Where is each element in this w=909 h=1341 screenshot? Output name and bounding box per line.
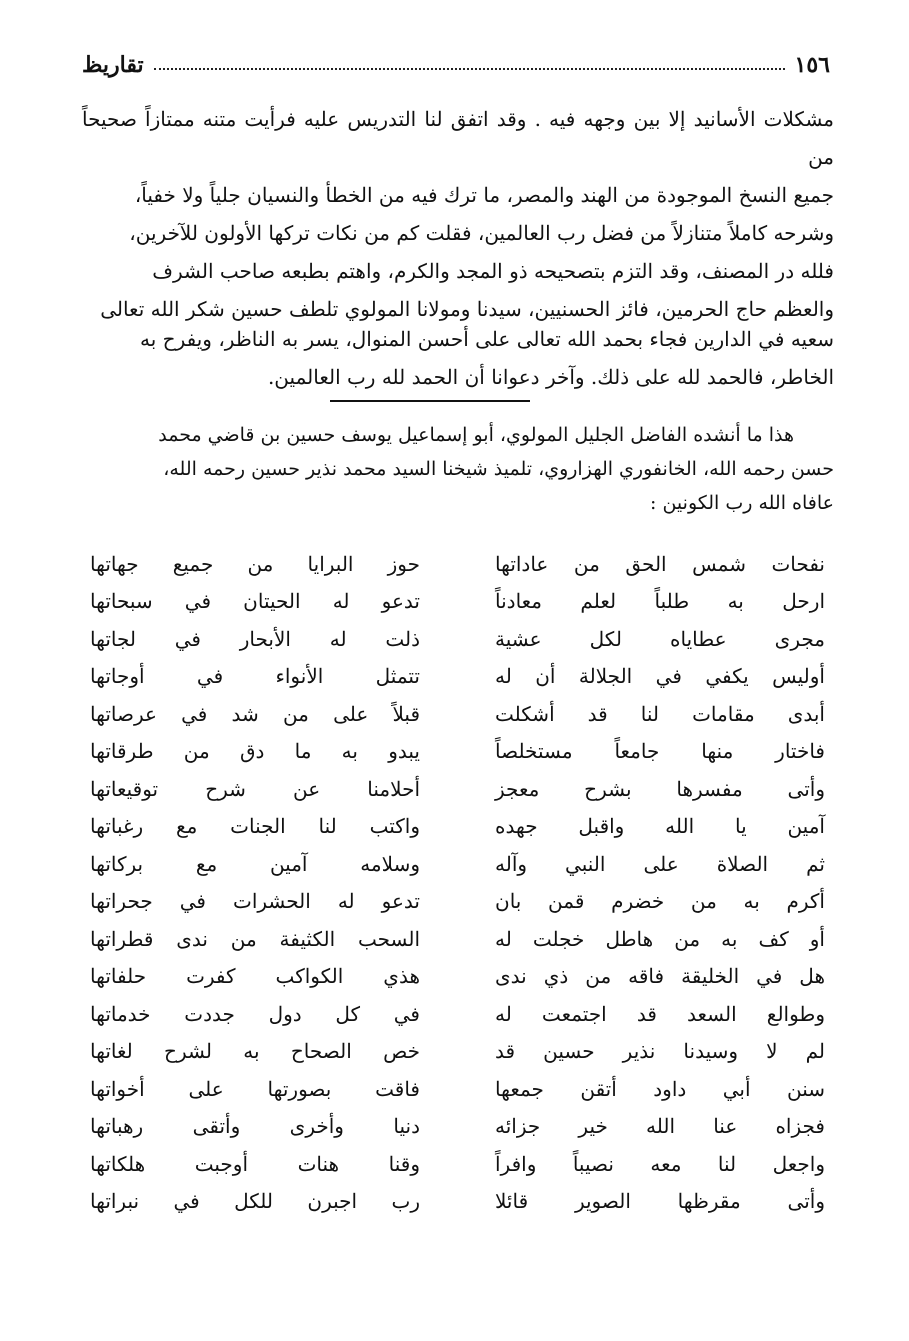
first-hemistich: أكرم به من خضرم قمن بان bbox=[495, 889, 825, 914]
second-hemistich: أحلامنا عن شرح توقيعاتها bbox=[90, 776, 420, 801]
second-hemistich: رب اجبرن للكل في نبراتها bbox=[90, 1189, 420, 1214]
second-hemistich: يبدو به ما دق من طرقاتها bbox=[90, 739, 420, 764]
page-number: ١٥٦ bbox=[794, 52, 830, 78]
first-hemistich: آمين يا الله واقبل جهده bbox=[495, 814, 825, 839]
first-hemistich: أو كف به من هاطل خجلت له bbox=[495, 926, 825, 951]
second-hemistich: السحب الكثيفة من ندى قطراتها bbox=[90, 926, 420, 951]
poem-verse bbox=[90, 958, 825, 996]
first-hemistich: لم لا وسيدنا نذير حسين قد bbox=[495, 1039, 825, 1064]
paragraph-line: سعيه في الدارين فجاء بحمد الله تعالى على أحسن المنوال، يسر به الناظر، ويفرح به bbox=[140, 327, 834, 351]
poem-introduction bbox=[82, 418, 834, 520]
first-hemistich: ثم الصلاة على النبي وآله bbox=[495, 851, 825, 876]
poem-verse bbox=[90, 808, 825, 846]
second-hemistich: ذلت له الأبحار في لجاتها bbox=[90, 626, 420, 651]
section-divider bbox=[330, 400, 530, 402]
second-hemistich: واكتب لنا الجنات مع رغباتها bbox=[90, 814, 420, 839]
first-hemistich: سنن أبي داود أتقن جمعها bbox=[495, 1076, 825, 1101]
intro-line: حسن رحمه الله، الخانفوري الهزاروي، تلميذ شيخنا السيد محمد نذير حسين رحمه الله، bbox=[163, 458, 834, 480]
second-hemistich: تدعو له الحشرات في جحراتها bbox=[90, 889, 420, 914]
poem-verse bbox=[90, 583, 825, 621]
first-hemistich: أبدى مقامات لنا قد أشكلت bbox=[495, 701, 825, 726]
first-hemistich: وأتى مفسرها بشرح معجز bbox=[495, 776, 825, 801]
poem-verse bbox=[90, 1145, 825, 1183]
second-hemistich: وسلامه آمين مع بركاتها bbox=[90, 851, 420, 876]
paragraph-line: مشكلات الأسانيد إلا بين وجهه فيه . وقد اتفق لنا التدريس عليه فرأيت متنه ممتازاً صحيحاً من bbox=[82, 107, 834, 169]
second-hemistich: تدعو له الحيتان في سبحاتها bbox=[90, 589, 420, 614]
first-hemistich: وطوالع السعد قد اجتمعت له bbox=[495, 1001, 825, 1026]
paragraph-2 bbox=[82, 320, 834, 396]
second-hemistich: حوز البرايا من جميع جهاتها bbox=[90, 551, 420, 576]
poem-verse bbox=[90, 1033, 825, 1071]
poem-verse bbox=[90, 770, 825, 808]
second-hemistich: دنيا وأخرى وأتقى رهباتها bbox=[90, 1114, 420, 1139]
poem-verse bbox=[90, 620, 825, 658]
poem-verse bbox=[90, 695, 825, 733]
poem-verse bbox=[90, 995, 825, 1033]
header-dot-leader bbox=[154, 68, 785, 70]
paragraph-line: الخاطر، فالحمد لله على ذلك. وآخر دعوانا أن الحمد لله رب العالمين. bbox=[267, 365, 834, 389]
first-hemistich: أوليس يكفي في الجلالة أن له bbox=[495, 664, 825, 689]
poem-verse bbox=[90, 920, 825, 958]
poem-verse bbox=[90, 1070, 825, 1108]
second-hemistich: هذي الكواكب كفرت حلفاتها bbox=[90, 964, 420, 989]
first-hemistich: نفحات شمس الحق من عاداتها bbox=[495, 551, 825, 576]
poem bbox=[90, 545, 825, 1220]
poem-verse bbox=[90, 545, 825, 583]
poem-verse bbox=[90, 658, 825, 696]
first-hemistich: فجزاه عنا الله خير جزائه bbox=[495, 1114, 825, 1139]
paragraph-line: جميع النسخ الموجودة من الهند والمصر، ما ترك فيه من الخطأ والنسيان جلياً ولا خفياً، bbox=[134, 183, 834, 207]
poem-verse bbox=[90, 1108, 825, 1146]
second-hemistich: خص الصحاح به لشرح لغاتها bbox=[90, 1039, 420, 1064]
second-hemistich: تتمثل الأنواء في أوجاتها bbox=[90, 664, 420, 689]
paragraph-1 bbox=[82, 100, 834, 328]
first-hemistich: واجعل لنا معه نصيباً وافراً bbox=[495, 1151, 825, 1176]
running-header bbox=[82, 38, 830, 78]
intro-line: عافاه الله رب الكونين : bbox=[650, 492, 834, 514]
paragraph-line: وشرحه كاملاً متنازلاً من فضل رب العالمين، فقلت كم من نكات تركها الأولون للآخرين، bbox=[129, 221, 834, 245]
paragraph-line: والعظم حاج الحرمين، فائز الحسنيين، سيدنا ومولانا المولوي تلطف حسين شكر الله تعالى bbox=[100, 297, 834, 321]
first-hemistich: فاختار منها جامعاً مستخلصاً bbox=[495, 739, 825, 764]
paragraph-line: فلله در المصنف، وقد التزم بتصحيحه ذو المجد والكرم، واهتم بطبعه صاحب الشرف bbox=[152, 259, 834, 283]
first-hemistich: مجرى عطاياه لكل عشية bbox=[495, 626, 825, 651]
second-hemistich: وقنا هنات أوجبت هلكاتها bbox=[90, 1151, 420, 1176]
intro-line: هذا ما أنشده الفاضل الجليل المولوي، أبو إسماعيل يوسف حسين بن قاضي محمد bbox=[158, 424, 794, 446]
poem-verse bbox=[90, 845, 825, 883]
poem-verse bbox=[90, 1183, 825, 1221]
section-title: تقاريظ bbox=[82, 52, 144, 78]
second-hemistich: في كل دول جددت خدماتها bbox=[90, 1001, 420, 1026]
second-hemistich: قبلاً على من شد في عرصاتها bbox=[90, 701, 420, 726]
second-hemistich: فاقت بصورتها على أخواتها bbox=[90, 1076, 420, 1101]
first-hemistich: وأتى مقرظها الصوير قائلا bbox=[495, 1189, 825, 1214]
first-hemistich: ارحل به طلباً لعلم معادناً bbox=[495, 589, 825, 614]
poem-verse bbox=[90, 883, 825, 921]
poem-verse bbox=[90, 733, 825, 771]
first-hemistich: هل في الخليقة فاقه من ذي ندى bbox=[495, 964, 825, 989]
